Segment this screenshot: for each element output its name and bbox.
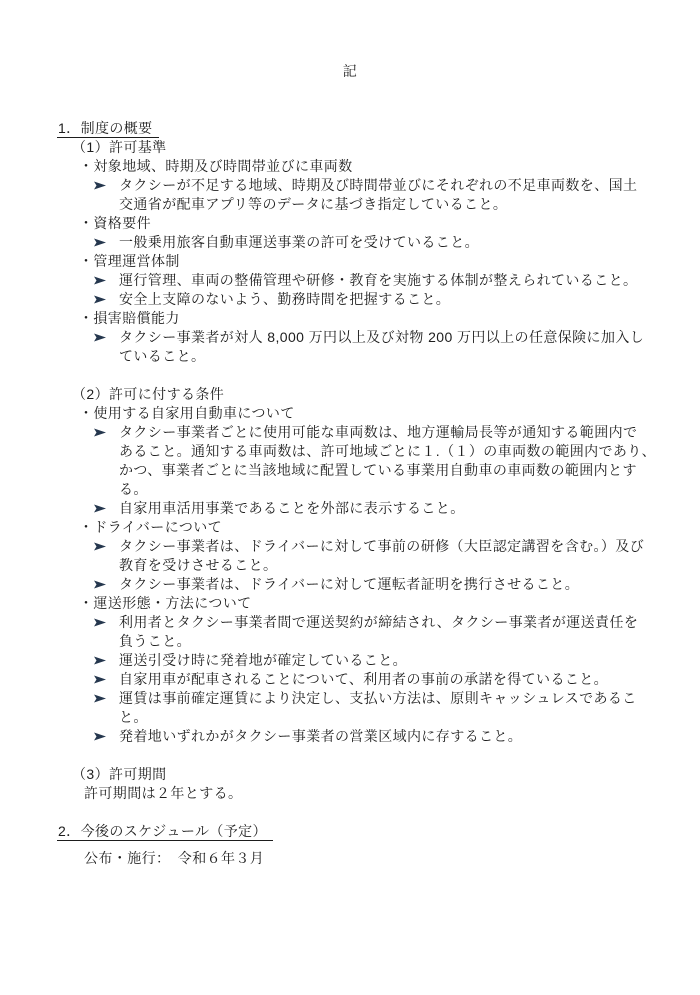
- arrow-bullet-icon: [94, 651, 119, 670]
- doc-title: [0, 62, 700, 81]
- line-text: 運賃は事前確定運賃により決定し、支払い方法は、原則キャッシュレスであるこ: [119, 690, 637, 706]
- arrow-item: [94, 613, 700, 632]
- line-text: タクシー事業者ごとに使用可能な車両数は、地方運輸局長等が通知する範囲内で: [119, 424, 638, 440]
- continuation-line: [119, 480, 700, 499]
- sub-heading: [72, 765, 700, 784]
- arrow-item: [94, 575, 700, 594]
- line-text: 自家用車活用事業であることを外部に表示すること。: [119, 500, 465, 516]
- line-text: 安全上支障のないよう、勤務時間を把握すること。: [119, 291, 451, 307]
- bullet-item: [79, 404, 700, 423]
- arrow-item: [94, 670, 700, 689]
- line-text: 利用者とタクシー事業者間で運送契約が締結され、タクシー事業者が運送責任を: [119, 614, 639, 630]
- line-text: 記: [342, 63, 358, 79]
- line-text: タクシー事業者は、ドライバーに対して運転者証明を携行させること。: [119, 576, 580, 592]
- line-text: タクシー事業者は、ドライバーに対して事前の研修（大臣認定講習を含む。）及び: [119, 538, 645, 554]
- arrow-bullet-icon: [94, 233, 119, 252]
- line-text: ・資格要件: [79, 215, 151, 231]
- arrow-bullet-icon: [94, 613, 119, 632]
- arrow-bullet-icon: [94, 423, 119, 442]
- continuation-line: [119, 461, 700, 480]
- line-text: 自家用車が配車されることについて、利用者の事前の承諾を得ていること。: [119, 671, 609, 687]
- continuation-line: [119, 347, 700, 366]
- continuation-line: [119, 632, 700, 651]
- bullet-item: [79, 214, 700, 233]
- bullet-item: [79, 157, 700, 176]
- line-text: ・対象地域、時期及び時間帯並びに車両数: [79, 158, 353, 174]
- section-heading: [57, 119, 700, 138]
- arrow-item: [94, 651, 700, 670]
- continuation-line: [119, 708, 700, 727]
- continuation-line: [119, 195, 700, 214]
- line-text: 1．制度の概要: [57, 120, 159, 138]
- line-text: 一般乗用旅客自動車運送事業の許可を受けていること。: [119, 234, 479, 250]
- arrow-bullet-icon: [94, 689, 119, 708]
- bullet-item: [79, 309, 700, 328]
- arrow-bullet-icon: [94, 727, 119, 746]
- arrow-item: [94, 176, 700, 195]
- arrow-bullet-icon: [94, 575, 119, 594]
- line-text: ・運送形態・方法について: [79, 595, 252, 611]
- sub-heading: [72, 385, 700, 404]
- arrow-item: [94, 423, 700, 442]
- line-text: 負うこと。: [119, 633, 191, 649]
- line-text: ・ドライバーについて: [79, 519, 223, 535]
- continuation-line: [119, 442, 700, 461]
- line-text: タクシーが不足する地域、時期及び時間帯並びにそれぞれの不足車両数を、国土: [119, 177, 638, 193]
- line-text: 発着地いずれかがタクシー事業者の営業区域内に存すること。: [119, 728, 523, 744]
- arrow-bullet-icon: [94, 271, 119, 290]
- arrow-item: [94, 689, 700, 708]
- line-text: る。: [119, 481, 148, 497]
- arrow-bullet-icon: [94, 290, 119, 309]
- line-text: 許可期間は２年とする。: [84, 785, 243, 801]
- line-text: ・管理運営体制: [79, 253, 180, 269]
- line-text: 2．今後のスケジュール（予定）: [57, 823, 273, 841]
- line-text: ていること。: [119, 348, 206, 364]
- bullet-item: [79, 518, 700, 537]
- arrow-bullet-icon: [94, 670, 119, 689]
- arrow-bullet-icon: [94, 537, 119, 556]
- arrow-bullet-icon: [94, 328, 119, 347]
- line-text: ・使用する自家用自動車について: [79, 405, 295, 421]
- line-text: （1）許可基準: [72, 139, 167, 155]
- sub-heading: [72, 138, 700, 157]
- line-text: 交通省が配車アプリ等のデータに基づき指定していること。: [119, 196, 508, 212]
- arrow-item: [94, 290, 700, 309]
- continuation-line: [119, 556, 700, 575]
- bullet-item: [79, 252, 700, 271]
- arrow-item: [94, 537, 700, 556]
- line-text: （3）許可期間: [72, 766, 167, 782]
- line-text: かつ、事業者ごとに当該地域に配置している事業用自動車の車両数の範囲内とす: [119, 462, 637, 478]
- line-text: タクシー事業者が対人 8,000 万円以上及び対物 200 万円以上の任意保険に加入し: [119, 329, 645, 345]
- body-line: [84, 784, 700, 803]
- line-text: 公布・施行： 令和６年３月: [84, 849, 265, 866]
- arrow-bullet-icon: [94, 176, 119, 195]
- arrow-item: [94, 233, 700, 252]
- arrow-item: [94, 727, 700, 746]
- line-text: 運送引受け時に発着地が確定していること。: [119, 652, 407, 668]
- section-heading: [57, 822, 700, 841]
- line-text: 教育を受けさせること。: [119, 557, 278, 573]
- arrow-item: [94, 328, 700, 347]
- line-text: 運行管理、車両の整備管理や研修・教育を実施する体制が整えられていること。: [119, 272, 638, 288]
- line-text: （2）許可に付する条件: [72, 386, 225, 402]
- arrow-item: [94, 499, 700, 518]
- document-body: [0, 62, 700, 868]
- arrow-item: [94, 271, 700, 290]
- bullet-item: [79, 594, 700, 613]
- line-text: あること。通知する車両数は、許可地域ごとに１.（１）の車両数の範囲内であり、: [119, 443, 657, 459]
- line-text: ・損害賠償能力: [79, 310, 180, 326]
- line-text: と。: [119, 709, 148, 725]
- body-line: [84, 849, 700, 868]
- arrow-bullet-icon: [94, 499, 119, 518]
